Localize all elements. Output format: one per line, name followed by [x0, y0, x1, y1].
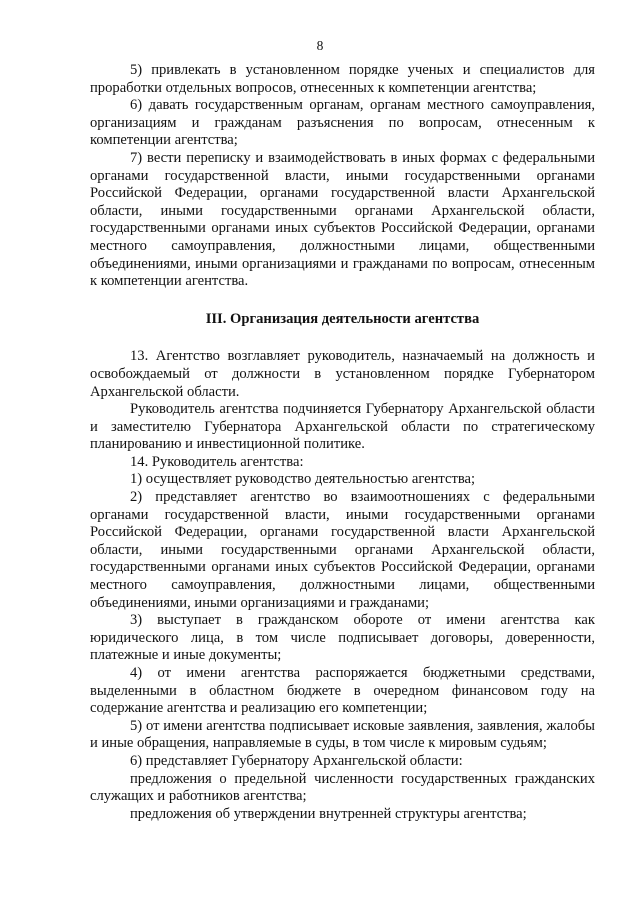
- section-heading: III. Организация деятельности агентства: [205, 310, 480, 327]
- paragraph-proposal-structure: предложения об утверждении внутренней структуры агентства;: [130, 805, 527, 822]
- paragraph-proposal-staffing: предложения о предельной численности государственных гражданских служащих и работников агентства;: [90, 770, 595, 805]
- paragraph-duty-5: 5) от имени агентства подписывает исковые заявления, заявления, жалобы и иные обращения, направляемые в суды, в том числе к мировым судьям;: [90, 717, 595, 752]
- paragraph-clause-13: 13. Агентство возглавляет руководитель, назначаемый на должность и освобождаемый от должности в установленном порядке Губернатором Архангельской области.: [90, 348, 595, 400]
- paragraph-head-subordination: Руководитель агентства подчиняется Губернатору Архангельской области и заместителю Губернатора Архангельской области по стратегическому планированию и инвестиционной политике.: [90, 401, 595, 453]
- paragraph-duty-1: 1) осуществляет руководство деятельностью агентства;: [130, 471, 476, 488]
- paragraph-item-7: 7) вести переписку и взаимодействовать в иных формах с федеральными органами государственной власти, иными государственными органами Российской Федерации, органами государственной власти Архангельской области, иными государственными органами Архангельской области, государственными органами иных субъектов Российской Федерации, органами местного самоуправления, должностными лицами, общественными объединениями, иными организациями и гражданами по вопросам, отнесенным к компетенции агентства.: [90, 149, 595, 290]
- page-number: 8: [316, 38, 324, 53]
- paragraph-duty-2: 2) представляет агентство во взаимоотношениях с федеральными органами государственной власти, иными государственными органами Российской Федерации, органами государственной власти Архангельской области, иными государственными органами Архангельской области, государственными органами иных субъектов Российской Федерации, органами местного самоуправления, должностными лицами, общественными объединениями, иными организациями и гражданами;: [90, 489, 595, 611]
- paragraph-item-6: 6) давать государственным органам, органам местного самоуправления, организациям и гражданам разъяснения по вопросам, отнесенным к компетенции агентства;: [90, 97, 595, 149]
- paragraph-duty-4: 4) от имени агентства распоряжается бюджетными средствами, выделенными в областном бюджете в очередном финансовом году на содержание агентства и реализацию его компетенции;: [90, 665, 595, 717]
- paragraph-duty-6: 6) представляет Губернатору Архангельской области:: [130, 752, 463, 769]
- paragraph-clause-14: 14. Руководитель агентства:: [130, 453, 304, 470]
- paragraph-item-5: 5) привлекать в установленном порядке ученых и специалистов для проработки отдельных вопросов, отнесенных к компетенции агентства;: [90, 62, 595, 96]
- paragraph-duty-3: 3) выступает в гражданском обороте от имени агентства как юридического лица, в том числе подписывает договоры, доверенности, платежные и иные документы;: [90, 612, 595, 664]
- document-body: [90, 62, 595, 823]
